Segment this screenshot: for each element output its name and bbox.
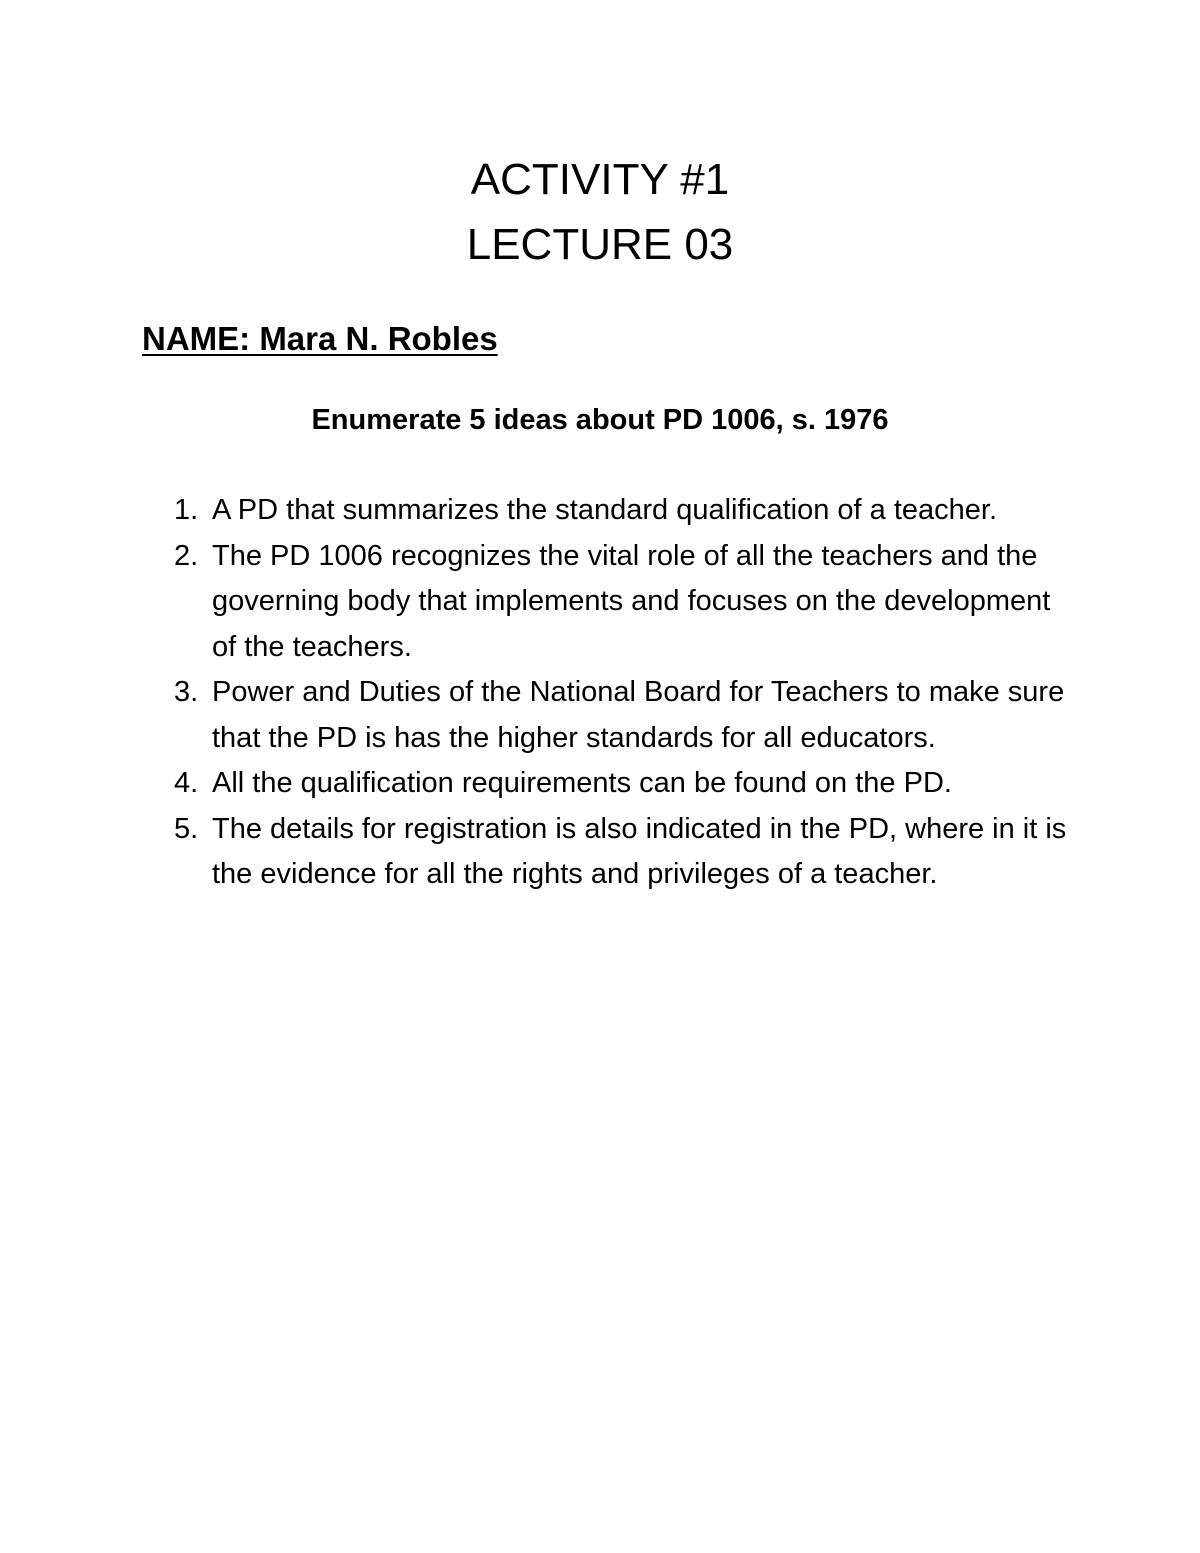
list-item-text: The details for registration is also indicated in the PD, where in it is the evidence for all the rights and privileges of a teacher. [212, 812, 1067, 890]
title-lecture: LECTURE 03 [466, 220, 734, 269]
list-item-number: 2. [174, 539, 199, 572]
list-item-text: The PD 1006 recognizes the vital role of all the teachers and the governing body that implements and focuses on the development of the teachers. [212, 539, 1051, 663]
student-name: NAME: Mara N. Robles [142, 320, 498, 357]
list-item-number: 1. [174, 494, 199, 526]
list-item-text: Power and Duties of the National Board for Teachers to make sure that the PD is has the higher standards for all educators. [212, 676, 1065, 754]
list-item [174, 761, 1082, 807]
list-item-text: All the qualification requirements can be found on the PD. [212, 767, 952, 799]
title-activity: ACTIVITY #1 [470, 155, 730, 204]
list-item [174, 534, 1082, 671]
list-item [174, 807, 1082, 898]
list-item-number: 4. [174, 767, 199, 799]
list-item [174, 670, 1082, 761]
list-item-number: 5. [174, 812, 199, 845]
ideas-list [174, 488, 1082, 898]
list-item [174, 488, 1082, 534]
list-item-number: 3. [174, 676, 199, 708]
activity-prompt: Enumerate 5 ideas about PD 1006, s. 1976 [311, 404, 889, 436]
list-item-text: A PD that summarizes the standard qualification of a teacher. [212, 494, 998, 526]
